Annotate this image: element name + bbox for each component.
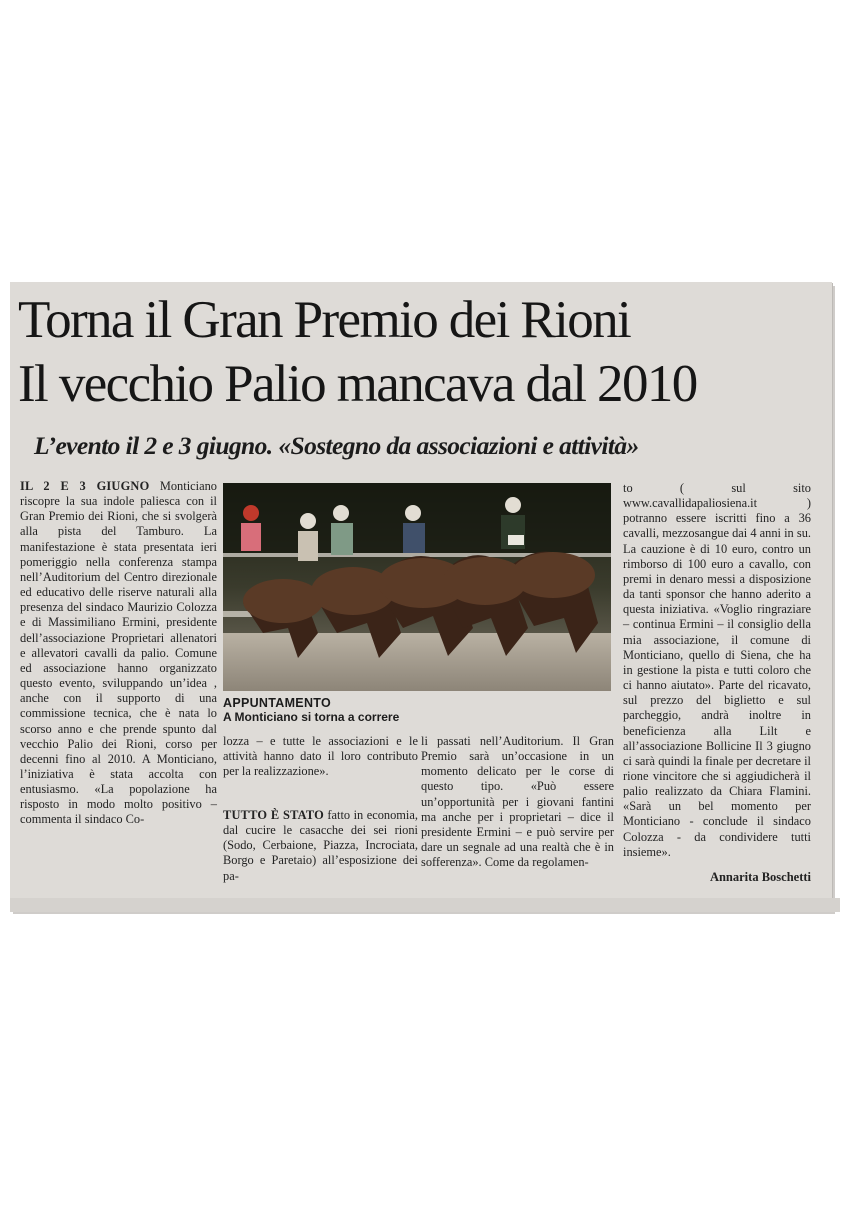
horse-race-photo bbox=[223, 483, 611, 691]
subheadline: L’evento il 2 e 3 giugno. «Sostegno da associazioni e attività» bbox=[34, 431, 639, 460]
article-column-3: li passati nell’Auditorium. Il Gran Premio sarà un’occasione in un momento delicato per le corse di questo tipo. «Può essere un’opportunità per i giovani fantini ma anche per i proprietari – dice il presidente Ermini – e può servire per dare un segnale ad una realtà che è in sofferenza». Come da regolamen- bbox=[421, 734, 614, 870]
horse-race-illustration bbox=[223, 483, 611, 691]
lead-in: IL 2 E 3 GIUGNO bbox=[20, 479, 150, 493]
byline: Annarita Boschetti bbox=[709, 870, 811, 884]
headline-line-2: Il vecchio Palio mancava dal 2010 bbox=[18, 355, 697, 413]
article-column-2-section bbox=[223, 808, 418, 884]
photo-caption-title: APPUNTAMENTO bbox=[223, 696, 332, 710]
section-lead: TUTTO È STATO bbox=[223, 808, 324, 822]
clipping-bottom-edge bbox=[10, 898, 840, 912]
headline-line-1: Torna il Gran Premio dei Rioni bbox=[18, 291, 631, 349]
article-column-1 bbox=[20, 479, 217, 828]
photo-caption-text: A Monticiano si torna a correre bbox=[223, 710, 400, 724]
column-2b-text: fatto in economia, dal cucire le casacche dei sei rioni (Sodo, Cerbaione, Piazza, Incrociata, Borgo e Paretaio) all’esposizione dei pa- bbox=[223, 808, 418, 883]
article-column-4: to ( sul sito www.cavallidapaliosiena.it ) potranno essere iscritti fino a 36 cavalli, mezzosangue dai 4 anni in su. La cauzione è di 10 euro, contro un rimborso di 100 euro a cavallo, con premi in denaro messi a disposizione da tanti sponsor che hanno aderito a questa iniziativa. «Voglio ringraziare – continua Ermini – il consiglio della mia associazione, il comune di Monticiano, quello di Siena, che ha in gestione la pista e tutti coloro che ci hanno aiutato». Parte del ricavato, sul prezzo del biglietto e sul parcheggio, andrà inoltre in beneficienza alla Lilt e all’associazione Bollicine Il 3 giugno ci sarà quindi la finale per decretare il rione vincitore che si aggiudicherà il palio realizzato da Chiara Flamini. «Sarà un bel momento per Monticiano - conclude il sindaco Colozza - da condividere tutti insieme». bbox=[623, 481, 811, 859]
column-1-text: Monticiano riscopre la sua indole paliesca con il Gran Premio dei Rioni, che si svolgerà alla pista del Tamburo. La manifestazione è stata presentata ieri pomeriggio nella conferenza stampa nell’Auditorium del Centro direzionale ed educativo delle riserve naturali alla presenza del sindaco Maurizio Colozza e di Massimiliano Ermini, presidente dell’associazione Proprietari allenatori e allevatori cavalli da palio. Comune ed associazione hanno organizzato questo evento, sviluppando un’idea , anche con il supporto di una commissione tecnica, che è nata lo scorso anno e che prende spunto dal vecchio Palio dei Rioni, corso per decenni fino al 2010. A Monticiano, l’iniziativa è stata accolta con entusiasmo. «La popolazione ha risposto in modo molto positivo – commenta il sindaco Co- bbox=[20, 479, 217, 827]
article-column-2: lozza – e tutte le associazioni e le attività hanno dato il loro contributo per la realizzazione». bbox=[223, 734, 418, 779]
